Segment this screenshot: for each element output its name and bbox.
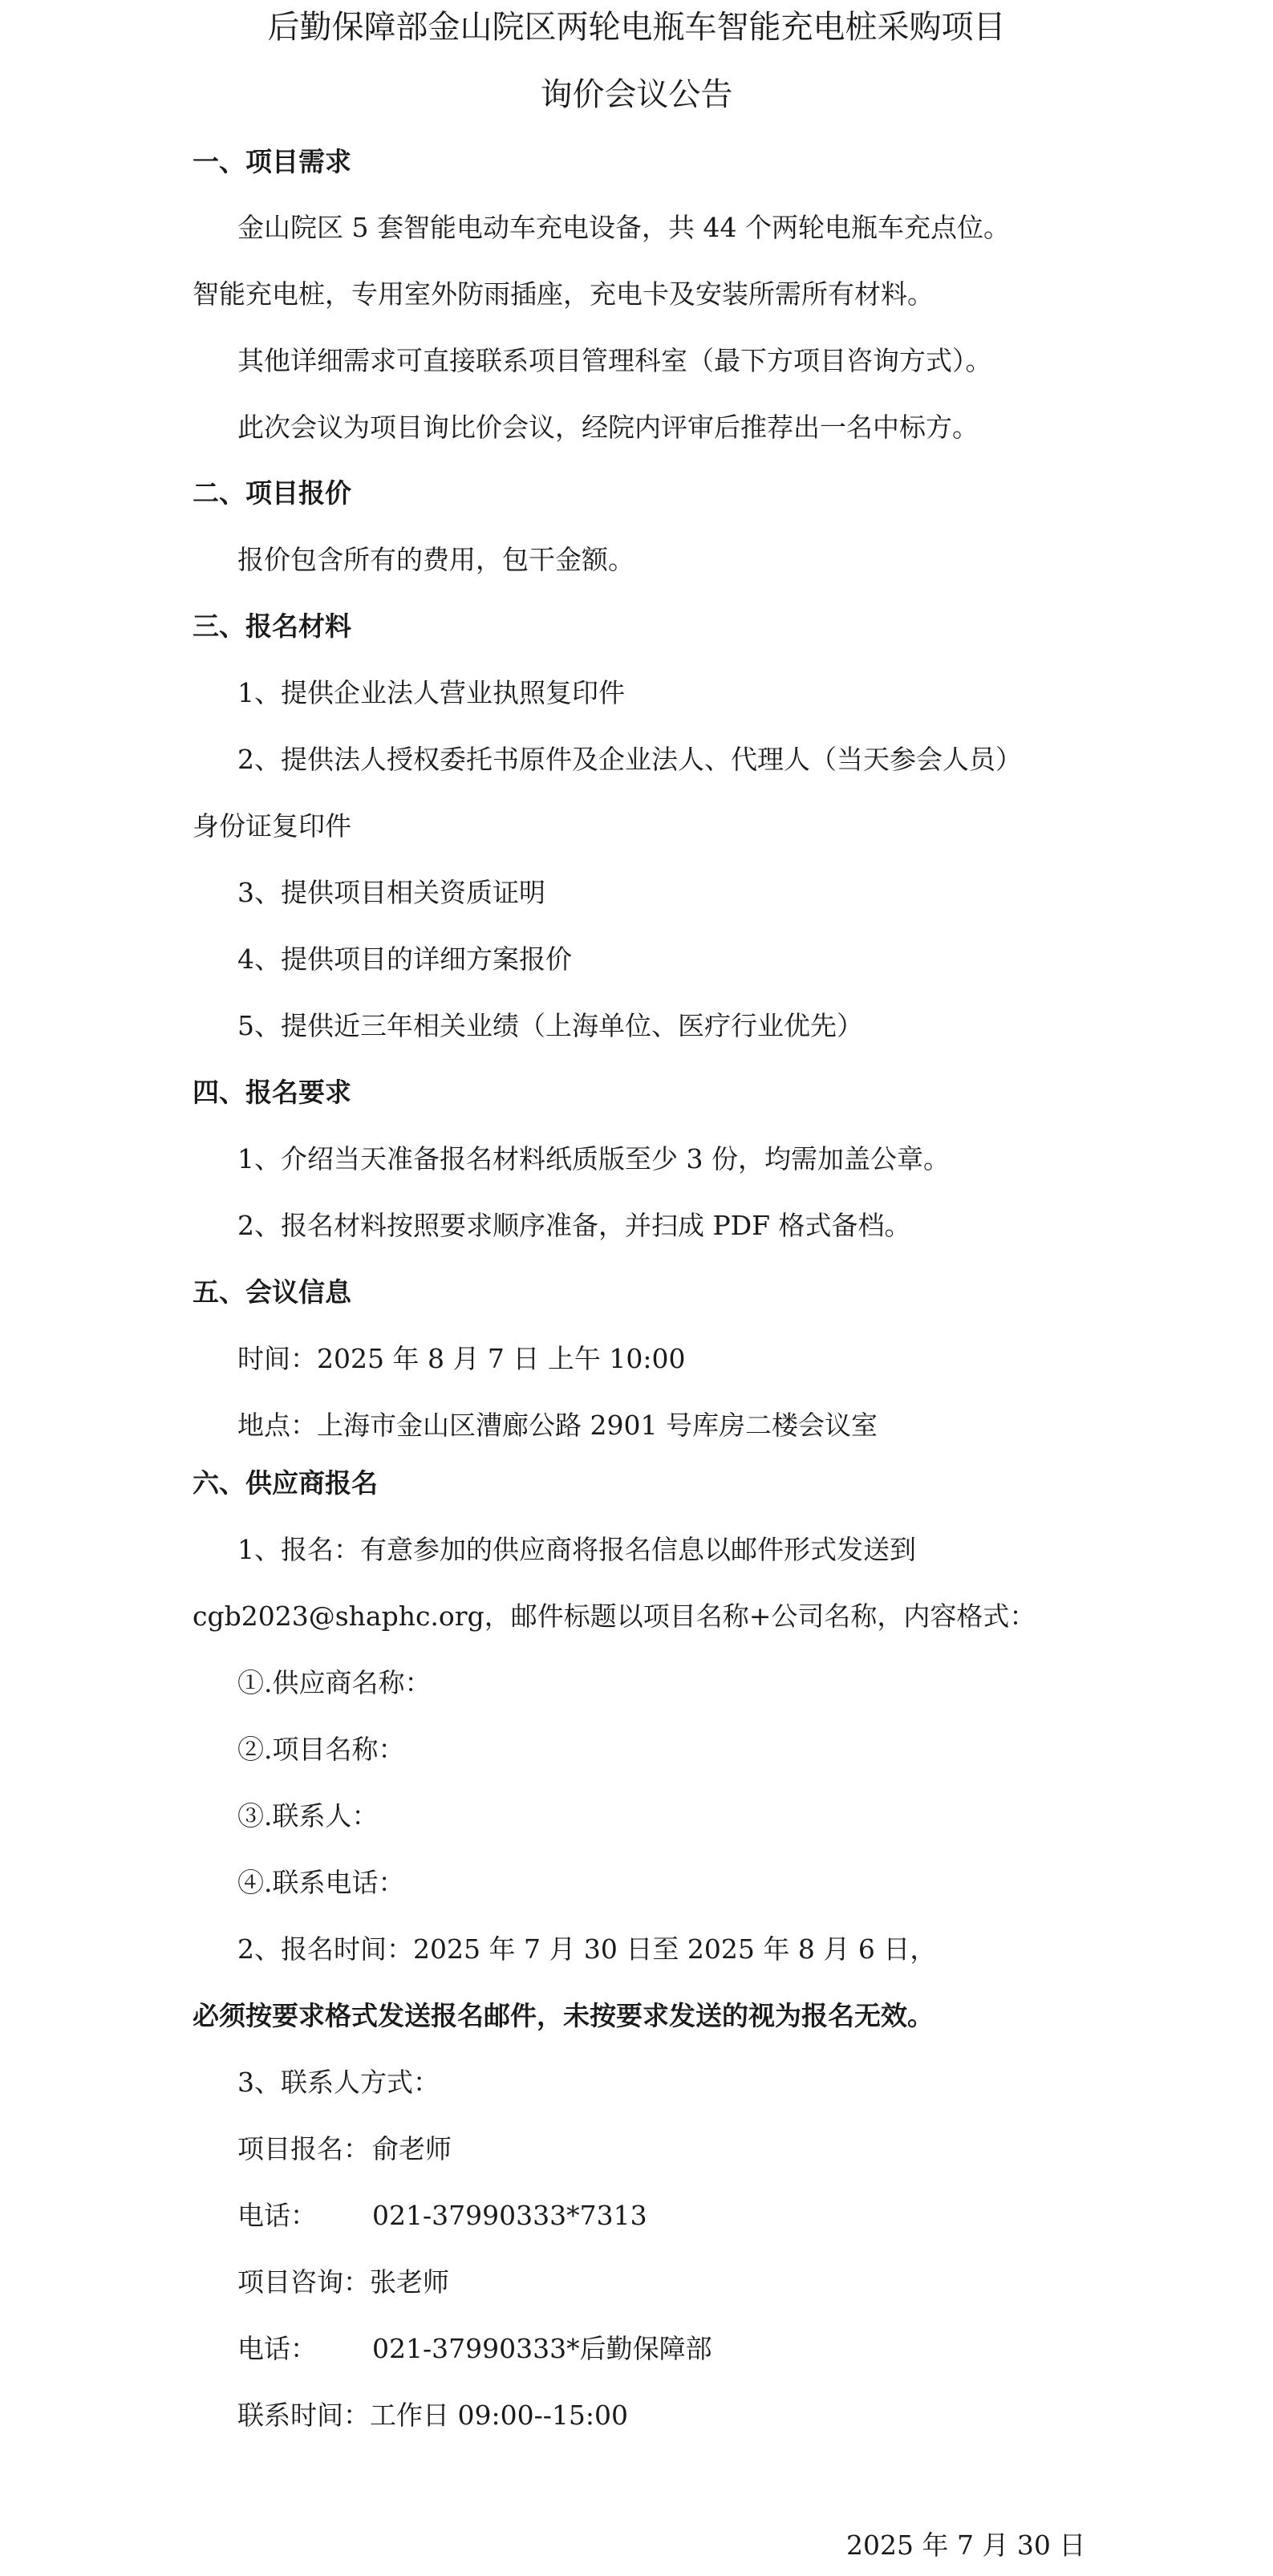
materials-item-2-line-1: 2、提供法人授权委托书原件及企业法人、代理人（当天参会人员） [237,744,1022,775]
announcement-date: 2025 年 7 月 30 日 [846,2529,1086,2561]
registration-time: 2、报名时间：2025 年 7 月 30 日至 2025 年 8 月 6 日， [237,1933,937,1965]
contact-registration-name: 俞老师 [372,2133,452,2164]
materials-item-3: 3、提供项目相关资质证明 [237,877,545,908]
contact-consultation-phone-row [237,2331,712,2367]
meeting-time: 时间：2025 年 8 月 7 日 上午 10:00 [237,1343,686,1374]
contact-consultation-row [237,2265,449,2300]
registration-validity-notice: 必须按要求格式发送报名邮件，未按要求发送的视为报名无效。 [193,2000,934,2031]
contact-consultation-name: 张老师 [370,2266,449,2298]
requirements-paragraph-1-line-1: 金山院区 5 套智能电动车充电设备，共 44 个两轮电瓶车充点位。 [237,212,1010,243]
materials-item-5: 5、提供近三年相关业绩（上海单位、医疗行业优先） [237,1010,863,1041]
section-heading-registration-requirements: 四、报名要求 [193,1077,351,1108]
document-title: 后勤保障部金山院区两轮电瓶车智能充电桩采购项目 [267,9,1006,46]
format-field-project-name: ②.项目名称： [237,1734,405,1765]
supplier-registration-item-1-line-2: cgb2023@shaphc.org，邮件标题以项目名称+公司名称，内容格式： [193,1600,1036,1632]
supplier-registration-item-1-line-1: 1、报名：有意参加的供应商将报名信息以邮件形式发送到 [237,1534,916,1565]
contact-registration-label: 项目报名： [237,2133,370,2164]
contact-registration-phone-row [237,2198,647,2233]
section-heading-meeting-info: 五、会议信息 [193,1276,351,1308]
materials-item-4: 4、提供项目的详细方案报价 [237,943,572,975]
contact-consultation-phone-label: 电话： [237,2333,317,2364]
format-field-contact-phone: ④.联系电话： [237,1867,405,1898]
requirements-paragraph-2: 其他详细需求可直接联系项目管理科室（最下方项目咨询方式）。 [237,345,992,376]
contact-hours: 联系时间：工作日 09:00--15:00 [237,2400,628,2431]
format-field-contact-person: ③.联系人： [237,1800,379,1832]
materials-item-1: 1、提供企业法人营业执照复印件 [237,677,625,708]
contact-consultation-phone: 021-37990333*后勤保障部 [372,2333,712,2364]
materials-item-2-line-2: 身份证复印件 [193,810,351,842]
meeting-place: 地点：上海市金山区漕廊公路 2901 号库房二楼会议室 [237,1410,878,1441]
registration-requirement-2: 2、报名材料按照要求顺序准备，并扫成 PDF 格式备档。 [237,1210,911,1241]
contact-consultation-label: 项目咨询： [237,2266,370,2298]
registration-requirement-1: 1、介绍当天准备报名材料纸质版至少 3 份，均需加盖公章。 [237,1143,950,1174]
requirements-paragraph-1-line-2: 智能充电桩，专用室外防雨插座，充电卡及安装所需所有材料。 [193,278,934,310]
section-heading-quotation: 二、项目报价 [193,477,351,509]
section-heading-supplier-registration: 六、供应商报名 [193,1467,378,1499]
contact-registration-phone-label: 电话： [237,2200,317,2231]
section-heading-requirements: 一、项目需求 [193,146,351,177]
contact-methods-heading: 3、联系人方式： [237,2067,440,2098]
requirements-paragraph-3: 此次会议为项目询比价会议，经院内评审后推荐出一名中标方。 [237,412,979,443]
contact-registration-row [237,2132,452,2167]
quotation-paragraph: 报价包含所有的费用，包干金额。 [237,544,634,575]
contact-registration-phone: 021-37990333*7313 [372,2200,647,2231]
format-field-supplier-name: ①.供应商名称： [237,1667,432,1698]
section-heading-materials: 三、报名材料 [193,611,351,642]
document-subtitle: 询价会议公告 [540,76,733,113]
